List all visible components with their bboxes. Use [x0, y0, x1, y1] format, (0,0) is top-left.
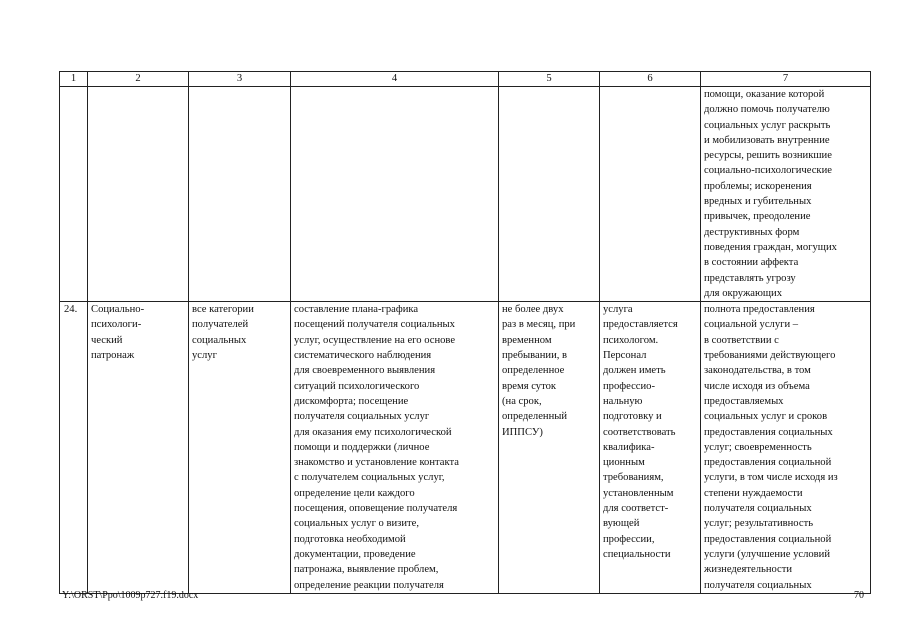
frequency-cell [499, 302, 600, 594]
text-line: посещений получателя социальных [294, 319, 455, 331]
text-line: ресурсы, решить возникшие [704, 150, 832, 162]
text-line: услуг; своевременность [704, 441, 812, 453]
col-header-6: 6 [600, 72, 701, 87]
quality-criteria-cell [701, 87, 871, 302]
text-line: знакомство и установление контакта [294, 457, 459, 469]
text-line: и мобилизовать внутренние [704, 134, 830, 146]
text-line: социальных [192, 334, 247, 346]
text-line: получателей [192, 319, 249, 331]
text-line: ИППСУ) [502, 426, 543, 438]
table-row-24 [60, 302, 871, 594]
text-line: предоставления социальных [704, 426, 833, 438]
text-line: требованиям, [603, 472, 664, 484]
table-cell [291, 87, 499, 302]
text-line: систематического наблюдения [294, 350, 432, 362]
conditions-cell [600, 302, 701, 594]
text-line: для оказания ему психологической [294, 426, 452, 438]
table-row-continuation [60, 87, 871, 302]
text-line: жизнедеятельности [704, 564, 793, 576]
text-line: Социально- [91, 304, 145, 316]
text-line: установленным [603, 487, 674, 499]
text-line: привычек, преодоление [704, 211, 811, 223]
text-line: документации, проведение [294, 548, 416, 560]
text-line: должен иметь [603, 365, 666, 377]
text-line: получателя социальных [704, 579, 812, 591]
text-line: психологи- [91, 319, 142, 331]
text-line: деструктивных форм [704, 226, 800, 238]
text-line: для соответст- [603, 503, 669, 515]
page-number: 70 [854, 590, 864, 601]
text-line: психологом. [603, 334, 659, 346]
text-line: законодательства, в том [704, 365, 811, 377]
table-cell [499, 87, 600, 302]
text-line: услуга [603, 304, 633, 316]
text-line: определенное [502, 365, 565, 377]
text-line: полнота предоставления [704, 304, 815, 316]
text-line: в соответствии с [704, 334, 779, 346]
text-line: числе исходя из объема [704, 380, 810, 392]
text-line: получателя социальных [704, 503, 812, 515]
file-path: Y:\ORST\Ppo\1009p727.f19.docx [62, 590, 199, 601]
text-line: ционным [603, 457, 645, 469]
text-line: не более двух [502, 304, 564, 316]
text-line: должно помочь получателю [704, 104, 830, 116]
table-cell [88, 87, 189, 302]
col-header-5: 5 [499, 72, 600, 87]
text-line: предоставления социальной [704, 457, 832, 469]
table-cell [189, 87, 291, 302]
service-description-cell [291, 302, 499, 594]
text-line: услуг, осуществление на его основе [294, 334, 456, 346]
text-line: в состоянии аффекта [704, 257, 799, 269]
text-line: помощи и поддержки (личное [294, 441, 430, 453]
text-line: услуг; результативность [704, 518, 814, 530]
text-line: услуги (улучшение условий [704, 548, 830, 560]
text-line: время суток [502, 380, 557, 392]
text-line: составление плана-графика [294, 304, 419, 316]
text-line: услуги, в том числе исходя из [704, 472, 838, 484]
text-line: для окружающих [704, 287, 783, 299]
text-line: с получателем социальных услуг, [294, 472, 445, 484]
text-line: нальную [603, 395, 643, 407]
text-line: представлять угрозу [704, 272, 796, 284]
quality-criteria-cell [701, 302, 871, 594]
text-line: социальных услуг о визите, [294, 518, 420, 530]
text-line: вующей [603, 518, 640, 530]
text-line: дискомфорта; посещение [294, 395, 409, 407]
text-line: помощи, оказание которой [704, 89, 825, 100]
text-line: все категории [192, 304, 254, 316]
text-line: степени нуждаемости [704, 487, 803, 499]
text-line: социальной услуги – [704, 319, 799, 331]
text-line: социальных услуг и сроков [704, 411, 828, 423]
text-line: патронаж [91, 350, 135, 362]
text-line: предоставляется [603, 319, 678, 331]
text-line: Персонал [603, 350, 647, 362]
header-row [60, 72, 871, 87]
text-line: услуг [192, 350, 217, 362]
text-line: пребывании, в [502, 350, 568, 362]
text-line: профессио- [603, 380, 655, 392]
col-header-1: 1 [60, 72, 88, 87]
text-line: требованиями действующего [704, 350, 836, 362]
text-line: раз в месяц, при [502, 319, 576, 331]
text-line: социально-психологические [704, 165, 832, 177]
text-line: подготовку и [603, 411, 662, 423]
table-cell [600, 87, 701, 302]
col-header-4: 4 [291, 72, 499, 87]
text-line: посещения, оповещение получателя [294, 503, 458, 515]
text-line: предоставления социальной [704, 533, 832, 545]
row-number: 24. [60, 302, 88, 594]
recipients-cell [189, 302, 291, 594]
text-line: ческий [91, 334, 123, 346]
text-line: подготовка необходимой [294, 533, 406, 545]
text-line: ситуаций психологического [294, 380, 420, 392]
text-line: проблемы; искоренения [704, 180, 812, 192]
text-line: для своевременного выявления [294, 365, 436, 377]
services-table [59, 71, 871, 594]
service-name-cell [88, 302, 189, 594]
text-line: определение цели каждого [294, 487, 415, 499]
col-header-3: 3 [189, 72, 291, 87]
text-line: определение реакции получателя [294, 579, 444, 591]
text-line: квалифика- [603, 441, 655, 453]
col-header-7: 7 [701, 72, 871, 87]
text-line: вредных и губительных [704, 196, 812, 208]
text-line: получателя социальных услуг [294, 411, 430, 423]
text-line: (на срок, [502, 395, 542, 407]
text-line: временном [502, 334, 552, 346]
text-line: профессии, [603, 533, 655, 545]
col-header-2: 2 [88, 72, 189, 87]
text-line: соответствовать [603, 426, 676, 438]
text-line: поведения граждан, могущих [704, 241, 837, 253]
table-cell [60, 87, 88, 302]
text-line: предоставляемых [704, 395, 784, 407]
text-line: определенный [502, 411, 568, 423]
text-line: патронажа, выявление проблем, [294, 564, 439, 576]
text-line: специальности [603, 548, 671, 560]
text-line: социальных услуг раскрыть [704, 119, 831, 131]
